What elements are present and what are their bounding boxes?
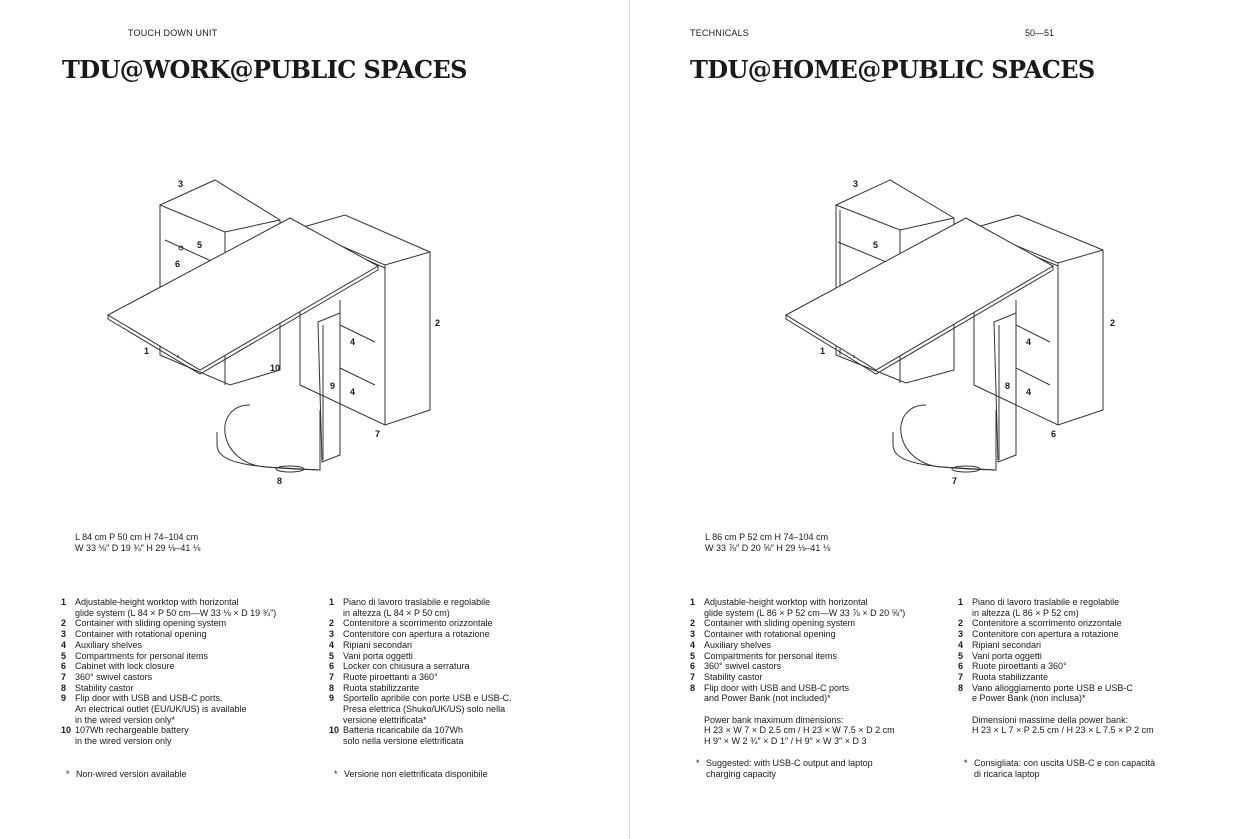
parts-list-it	[329, 597, 589, 747]
list-item: 7 Stability castor	[690, 671, 763, 682]
list-item: 6 Cabinet with lock closure	[61, 661, 175, 672]
dimensions	[75, 532, 200, 554]
left-page	[0, 0, 629, 839]
list-item: 7 360° swivel castors	[61, 671, 153, 682]
page-numbers: 50—51	[1025, 28, 1055, 38]
list-item: 4 Ripiani secondari	[958, 639, 1042, 650]
list-item: 8 Ruota stabilizzante	[329, 682, 420, 693]
list-item: 8 Vano alloggiamento porte USB e USB-C e Power Bank (non inclusa)*	[958, 682, 1133, 704]
list-item: 3 Container with rotational opening	[61, 629, 207, 640]
footnote-en: * Non-wired version available	[66, 769, 187, 779]
callout-5: 5	[873, 240, 879, 250]
callout-8: 8	[277, 476, 283, 486]
list-item: 9 Sportello apribile con porte USB e USB-C. Presa elettrica (Shuko/UK/US) solo nella versione elettrificata*	[329, 693, 512, 725]
page-title: TDU@HOME@PUBLIC SPACES	[690, 55, 1095, 84]
dimensions-imperial: W 33 ⅛″ D 19 ¾″ H 29 ⅛–41 ⅛	[75, 543, 201, 553]
callout-6: 6	[175, 259, 181, 269]
running-head: TOUCH DOWN UNIT	[128, 28, 218, 38]
callout-4a: 4	[1026, 337, 1032, 347]
callout-3: 3	[178, 179, 184, 189]
list-item: 6 360° swivel castors	[690, 661, 782, 672]
list-item: 7 Ruote piroettanti a 360°	[329, 671, 438, 682]
list-item: 5 Compartments for personal items	[690, 650, 838, 661]
dimensions-metric: L 84 cm P 50 cm H 74–104 cm	[75, 532, 199, 542]
product-drawing-work	[100, 170, 460, 500]
list-item: 8 Flip door with USB and USB-C ports and Power Bank (not included)*	[690, 682, 850, 704]
callout-1: 1	[144, 346, 150, 356]
footnote-en: * Suggested: with USB-C output and laptop charging capacity	[696, 758, 873, 779]
right-page	[630, 0, 1259, 839]
parts-list-en	[61, 597, 316, 747]
parts-list-it	[958, 597, 1228, 736]
list-item: 1 Adjustable-height worktop with horizontal glide system (L 84 × P 50 cm—W 33 ⅛ × D 19 ¾″)	[61, 597, 277, 618]
list-item: 9 Flip door with USB and USB-C ports. An electrical outlet (EU/UK/US) is available in the wired version only*	[61, 693, 247, 725]
list-item: 1 Piano di lavoro traslabile e regolabile in altezza (L 86 × P 52 cm)	[958, 597, 1120, 618]
list-item: 3 Contenitore con apertura a rotazione	[329, 629, 490, 640]
callout-4b: 4	[1026, 387, 1032, 397]
list-item: 4 Ripiani secondari	[329, 639, 413, 650]
callout-4b: 4	[350, 387, 356, 397]
callout-4a: 4	[350, 337, 356, 347]
running-head: TECHNICALS	[690, 28, 750, 38]
list-item: 5 Vani porta oggetti	[958, 650, 1042, 661]
callout-10: 10	[270, 363, 281, 373]
list-item: 7 Ruota stabilizzante	[958, 671, 1049, 682]
list-item: 10 Batteria ricaricabile da 107Wh solo nella versione elettrificata	[329, 725, 464, 747]
callout-9: 9	[330, 381, 336, 391]
list-item: 2 Container with sliding opening system	[61, 618, 227, 629]
list-item: 3 Contenitore con apertura a rotazione	[958, 629, 1119, 640]
callout-5: 5	[197, 240, 203, 250]
list-item: 10 107Wh rechargeable battery in the wired version only	[61, 725, 189, 747]
callout-7: 7	[375, 429, 381, 439]
dimensions	[705, 532, 830, 554]
list-item: 4 Auxiliary shelves	[61, 639, 143, 650]
list-item: 2 Contenitore a scorrimento orizzontale	[329, 618, 493, 629]
callout-8: 8	[1005, 381, 1011, 391]
list-item: 4 Auxiliary shelves	[690, 639, 772, 650]
powerbank-dimensions-it: Dimensioni massime della power bank: H 23 × L 7 × P 2.5 cm / H 23 × L 7.5 × P 2 cm	[972, 714, 1154, 736]
callout-3: 3	[853, 179, 859, 189]
callout-2: 2	[1110, 318, 1116, 328]
dimensions-metric: L 86 cm P 52 cm H 74–104 cm	[705, 532, 829, 542]
callout-7: 7	[952, 476, 958, 486]
callout-6: 6	[1051, 429, 1057, 439]
dimensions-imperial: W 33 ⅞″ D 20 ⅝″ H 29 ⅛–41 ⅛	[705, 543, 831, 553]
list-item: 6 Locker con chiusura a serratura	[329, 661, 470, 672]
powerbank-dimensions-en: Power bank maximum dimensions: H 23 × W 7 × D 2.5 cm / H 23 × W 7.5 × D 2 cm H 9″ × W 2 ¾″ × D 1″ / H 9″ × W 3″ × D 3	[704, 714, 895, 747]
list-item: 3 Container with rotational opening	[690, 629, 836, 640]
list-item: 1 Adjustable-height worktop with horizontal glide system (L 86 × P 52 cm—W 33 ⅞ × D 20 ⅝″)	[690, 597, 906, 618]
callout-1: 1	[820, 346, 826, 356]
page-title: TDU@WORK@PUBLIC SPACES	[62, 55, 467, 84]
list-item: 8 Stability castor	[61, 682, 134, 693]
list-item: 2 Container with sliding opening system	[690, 618, 856, 629]
product-drawing-home	[778, 170, 1138, 500]
footnote-it: * Versione non elettrificata disponibile	[334, 769, 488, 779]
callout-2: 2	[435, 318, 441, 328]
footnote-it: * Consigliata: con uscita USB-C e con capacità di ricarica laptop	[964, 758, 1156, 779]
list-item: 1 Piano di lavoro traslabile e regolabile in altezza (L 84 × P 50 cm)	[329, 597, 491, 618]
list-item: 5 Vani porta oggetti	[329, 650, 413, 661]
parts-list-en	[690, 597, 950, 747]
list-item: 5 Compartments for personal items	[61, 650, 209, 661]
list-item: 6 Ruote piroettanti a 360°	[958, 661, 1067, 672]
list-item: 2 Contenitore a scorrimento orizzontale	[958, 618, 1122, 629]
